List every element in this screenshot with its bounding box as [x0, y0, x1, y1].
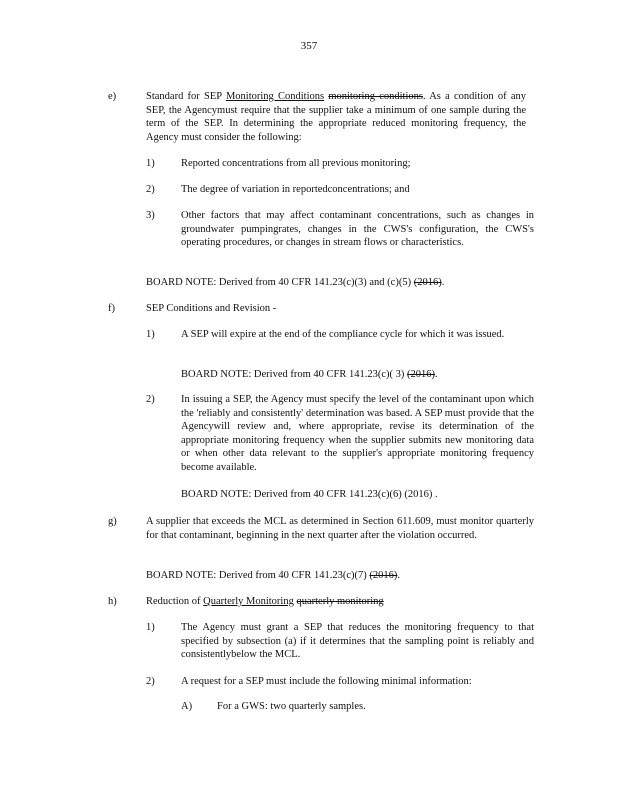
subsection-f-note-1-deleted-year: (2016) — [407, 369, 436, 380]
subsection-h-sub-a-marker: A) — [181, 701, 193, 712]
subsection-g-note-deleted-year: (2016) — [369, 570, 398, 581]
subsection-f-heading-tail: - — [272, 303, 277, 314]
subsection-h-item-2-marker: 2) — [146, 676, 155, 687]
subsection-e-item-1-text: Reported concentrations from all previous monitoring; — [181, 158, 411, 169]
subsection-e-item-3-marker: 3) — [146, 210, 155, 221]
subsection-e-pre: Standard for SEP — [146, 91, 222, 102]
subsection-g-marker: g) — [108, 516, 117, 527]
subsection-h-inserted-title: Quarterly Monitoring — [203, 596, 294, 607]
subsection-h-item-1-marker: 1) — [146, 622, 155, 633]
subsection-h-pre: Reduction of — [146, 596, 201, 607]
subsection-f-marker: f) — [108, 303, 115, 314]
subsection-e-note-deleted-year: (2016) — [413, 277, 442, 288]
subsection-h-marker: h) — [108, 596, 117, 607]
subsection-f-note-1-text: BOARD NOTE: Derived from 40 CFR 141.23(c)( 3) — [181, 369, 405, 380]
subsection-e-note-text: BOARD NOTE: Derived from 40 CFR 141.23(c)(3) and (c)(5) — [146, 277, 412, 288]
subsection-e-text: Standard for SEP Monitoring Conditions monitoring conditions. As a condition of any SEP, the Agencymust require that the supplier take a minimum of one sample during the term of the SEP. In determining the appropriate reduced monitoring frequency, the Agency must consider the following: — [146, 91, 526, 143]
subsection-g-text: A supplier that exceeds the MCL as determined in Section 611.609, must monitor quarterly for that contaminant, beginning in the next quarter after the violation occurred. — [146, 516, 534, 541]
subsection-e-marker: e) — [108, 91, 117, 102]
subsection-f-item-1-marker: 1) — [146, 329, 155, 340]
subsection-h-item-1-text: The Agency must grant a SEP that reduces the monitoring frequency to that specified by subsection (a) if it determines that the sampling point is reliably and consistentlybelow the MCL. — [181, 622, 534, 660]
subsection-e-item-2-text: The degree of variation in reportedconcentrations; and — [181, 184, 410, 195]
subsection-h-heading — [146, 595, 526, 609]
subsection-h-item-2-text: A request for a SEP must include the following minimal information: — [181, 676, 472, 687]
subsection-e-board-note: BOARD NOTE: Derived from 40 CFR 141.23(c)(3) and (c)(5) (2016). — [146, 277, 445, 288]
subsection-f-item-1-text: A SEP will expire at the end of the compliance cycle for which it was issued. — [181, 329, 505, 340]
subsection-f-item-2-text: In issuing a SEP, the Agency must specify the level of the contaminant upon which the 'reliably and consistently' determination was based. A SEP must provide that the Agencywill review and, where appropriate, revise its determination of the appropriate monitoring frequency when the supplier submits new monitoring data or when other data relevant to the supplier's appropriate monitoring frequency become available. — [181, 394, 534, 473]
subsection-e-inserted-title: Monitoring Conditions — [225, 91, 325, 102]
subsection-f-item-2-marker: 2) — [146, 394, 155, 405]
subsection-e-deleted-title: monitoring conditions — [328, 91, 423, 102]
subsection-g-note-text: BOARD NOTE: Derived from 40 CFR 141.23(c)(7) — [146, 570, 367, 581]
subsection-f-board-note-1: BOARD NOTE: Derived from 40 CFR 141.23(c)( 3) (2016). — [181, 369, 438, 380]
subsection-h-deleted-title: quarterly monitoring — [296, 596, 384, 607]
subsection-f-heading — [146, 302, 526, 316]
page-number: 357 — [300, 40, 318, 52]
subsection-e-item-3-text: Other factors that may affect contaminant concentrations, such as changes in groundwater pumpingrates, changes in the CWS's configuration, the CWS's operating procedures, or changes in stream flows or characteristics. — [181, 210, 534, 248]
subsection-e-item-1-marker: 1) — [146, 158, 155, 169]
subsection-f-heading-text: SEP Conditions and Revision — [146, 303, 271, 314]
subsection-f-board-note-2: BOARD NOTE: Derived from 40 CFR 141.23(c)(6) (2016) . — [181, 489, 438, 500]
subsection-e-body: As a condition of any SEP, the Agencymust require that the supplier take a minimum of one sample during the term of the SEP. In determining the appropriate reduced monitoring frequency, the Agency must consider the following: — [146, 91, 526, 143]
subsection-g-board-note: BOARD NOTE: Derived from 40 CFR 141.23(c)(7) (2016). — [146, 570, 401, 581]
subsection-e-item-2-marker: 2) — [146, 184, 155, 195]
subsection-h-sub-a-text: For a GWS: two quarterly samples. — [217, 701, 366, 712]
